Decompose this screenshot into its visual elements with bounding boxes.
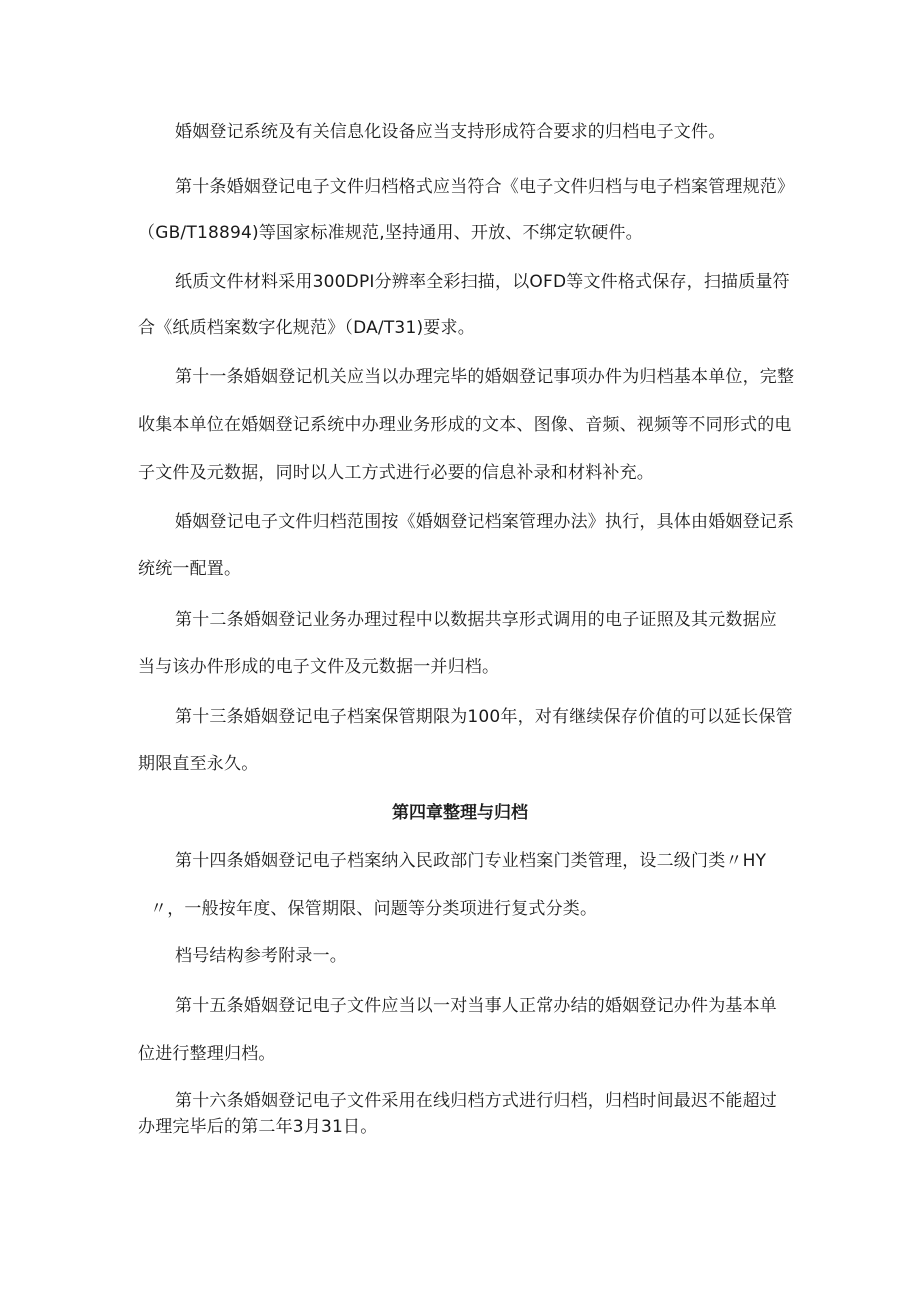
paragraph-4-line-3: 子文件及元数据，同时以人工方式进行必要的信息补录和材料补充。 xyxy=(138,463,654,483)
paragraph-4-line-2: 收集本单位在婚姻登记系统中办理业务形成的文本、图像、音频、视频等不同形式的电 xyxy=(138,415,792,435)
paragraph-8-line-1: 第十四条婚姻登记电子档案纳入民政部门专业档案门类管理，设二级门类〃HY xyxy=(175,851,767,871)
paragraph-2-line-1: 第十条婚姻登记电子文件归档格式应当符合《电子文件归档与电子档案管理规范》 xyxy=(175,177,795,197)
paragraph-10-line-2: 位进行整理归档。 xyxy=(138,1044,276,1064)
paragraph-2-line-2: （GB/T18894)等国家标准规范,坚持通用、开放、不绑定软硬件。 xyxy=(138,223,643,243)
paragraph-3-line-2: 合《纸质档案数字化规范》（DA/T31)要求。 xyxy=(138,318,475,338)
paragraph-7-line-2: 期限直至永久。 xyxy=(138,754,259,774)
paragraph-1-line-1: 婚姻登记系统及有关信息化设备应当支持形成符合要求的归档电子文件。 xyxy=(175,122,726,142)
paragraph-11-line-2: 办理完毕后的第二年3月31日。 xyxy=(138,1117,378,1137)
paragraph-5-line-2: 统统一配置。 xyxy=(138,559,242,579)
paragraph-6-line-2: 当与该办件形成的电子文件及元数据一并归档。 xyxy=(138,657,500,677)
paragraph-11-line-1: 第十六条婚姻登记电子文件采用在线归档方式进行归档，归档时间最迟不能超过 xyxy=(175,1091,777,1111)
chapter-heading: 第四章整理与归档 xyxy=(392,803,528,823)
paragraph-9-line-1: 档号结构参考附录一。 xyxy=(175,946,347,966)
paragraph-4-line-1: 第十一条婚姻登记机关应当以办理完毕的婚姻登记事项办件为归档基本单位，完整 xyxy=(175,367,795,387)
paragraph-5-line-1: 婚姻登记电子文件归档范围按《婚姻登记档案管理办法》执行，具体由婚姻登记系 xyxy=(175,512,795,532)
paragraph-7-line-1: 第十三条婚姻登记电子档案保管期限为100年，对有继续保存价值的可以延长保管 xyxy=(175,707,793,727)
paragraph-10-line-1: 第十五条婚姻登记电子文件应当以一对当事人正常办结的婚姻登记办件为基本单 xyxy=(175,996,777,1016)
paragraph-6-line-1: 第十二条婚姻登记业务办理过程中以数据共享形式调用的电子证照及其元数据应 xyxy=(175,610,777,630)
paragraph-8-line-2: 〃，一般按年度、保管期限、问题等分类项进行复式分类。 xyxy=(150,899,598,919)
paragraph-3-line-1: 纸质文件材料采用300DPI分辨率全彩扫描，以OFD等文件格式保存，扫描质量符 xyxy=(175,272,790,292)
